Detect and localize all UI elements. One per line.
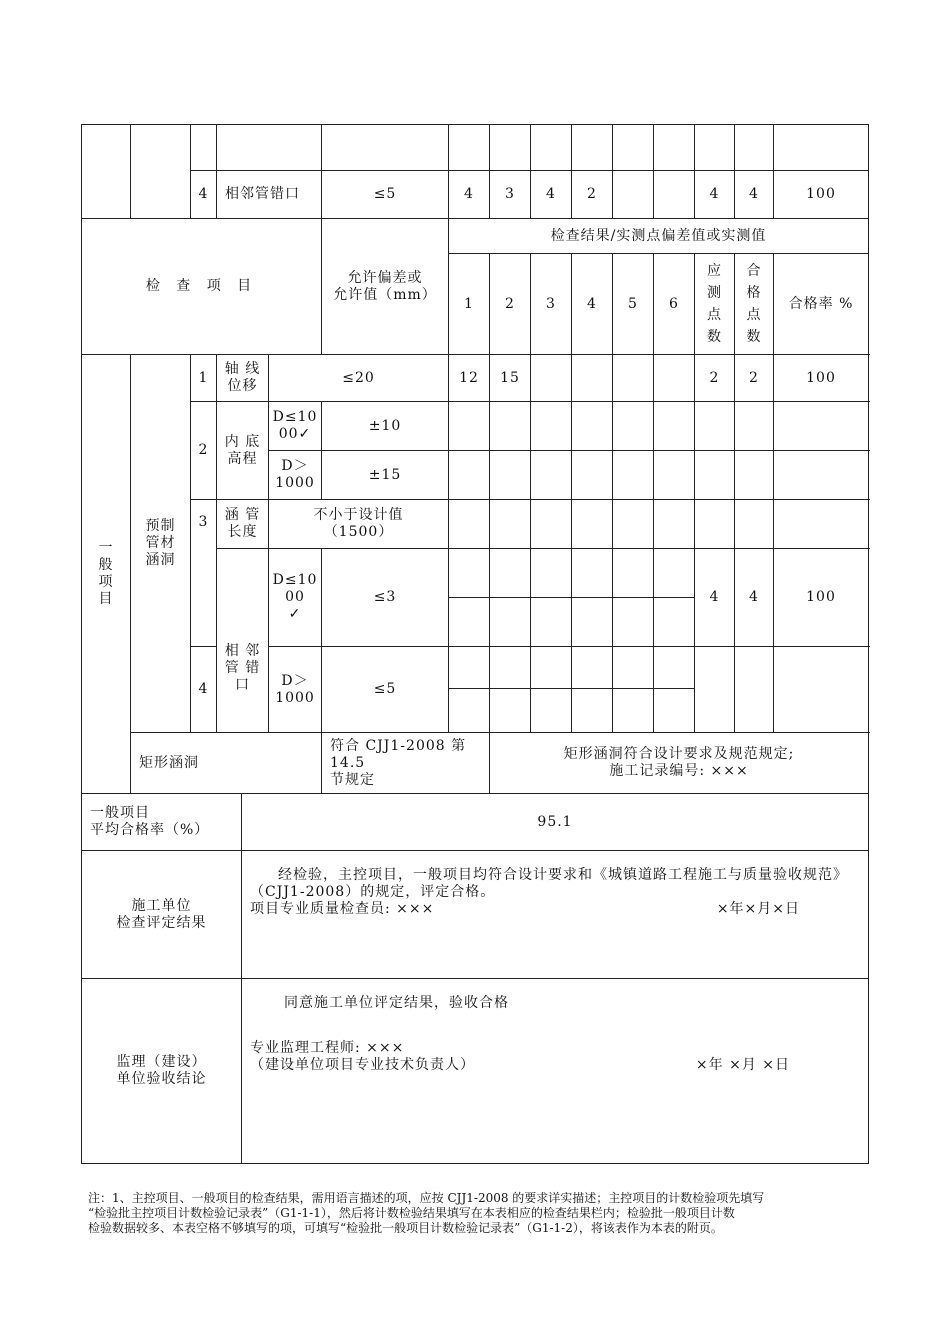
cell xyxy=(613,402,654,451)
supervision-date: ×年 ×月 ×日 xyxy=(695,1057,791,1073)
cell xyxy=(695,125,735,171)
cell xyxy=(572,402,613,451)
cell xyxy=(572,689,613,733)
row-inner-1 xyxy=(82,402,869,451)
cell xyxy=(449,125,490,171)
cell xyxy=(735,125,774,171)
row-construction xyxy=(82,851,869,979)
cell xyxy=(613,500,654,549)
cell xyxy=(613,355,654,402)
cell xyxy=(613,598,654,647)
construction-date: ×年×月×日 xyxy=(716,901,801,917)
diameter-condition: D＞ 1000 xyxy=(269,451,322,500)
cell xyxy=(490,125,531,171)
cell xyxy=(490,549,531,598)
row-average xyxy=(82,794,869,851)
cell xyxy=(449,689,490,733)
result-1: 4 xyxy=(449,171,490,219)
top-blank-row xyxy=(82,125,869,171)
cell xyxy=(531,451,572,500)
cell xyxy=(449,500,490,549)
cell xyxy=(735,500,774,549)
item-no: 2 xyxy=(191,402,217,500)
supervision-text: 同意施工单位评定结果，验收合格 xyxy=(284,995,509,1011)
cell xyxy=(449,549,490,598)
cell xyxy=(531,402,572,451)
cell xyxy=(774,402,869,451)
row-supervision xyxy=(82,979,869,1164)
item-name: 涵 管 长度 xyxy=(217,500,269,549)
cell xyxy=(490,689,531,733)
cell xyxy=(572,647,613,689)
cell xyxy=(531,689,572,733)
cell xyxy=(774,647,869,733)
cell xyxy=(531,355,572,402)
should-points: 2 xyxy=(695,355,735,402)
cell xyxy=(82,125,131,219)
cell xyxy=(613,647,654,689)
cell xyxy=(613,549,654,598)
cell xyxy=(695,402,735,451)
item-name: 矩形涵洞 xyxy=(131,733,322,794)
cell xyxy=(191,125,217,171)
construction-cell xyxy=(242,851,869,979)
item-name: 轴 线 位移 xyxy=(217,355,269,402)
cell xyxy=(531,500,572,549)
supervision-label: 监理（建设） 单位验收结论 xyxy=(82,979,242,1164)
construction-sign-row xyxy=(250,901,860,918)
cell xyxy=(695,647,735,733)
supervision-cell xyxy=(242,979,869,1164)
precast-label: 预制 管材 涵洞 xyxy=(131,355,191,733)
supervision-engineer: 专业监理工程师: ××× xyxy=(250,1040,405,1056)
item-no: 3 xyxy=(191,500,217,647)
pass-rate-header: 合格率 % xyxy=(774,254,869,355)
cell xyxy=(131,125,191,219)
footnote xyxy=(88,1191,868,1236)
result-1: 12 xyxy=(449,355,490,402)
row-rect xyxy=(82,733,869,794)
result-2: 3 xyxy=(490,171,531,219)
result-3: 4 xyxy=(531,171,572,219)
item-no: 4 xyxy=(191,647,217,733)
allow-value: ≤5 xyxy=(322,647,449,733)
should-points-header: 应 测 点 数 xyxy=(695,254,735,355)
cell xyxy=(449,402,490,451)
diameter-condition: D≤10 00 ✓ xyxy=(269,549,322,647)
supervision-owner: （建设单位项目专业技术负责人） xyxy=(250,1057,475,1073)
pass-points-header: 合 格 点 数 xyxy=(735,254,774,355)
item-no: 4 xyxy=(191,171,217,219)
result-4: 2 xyxy=(572,171,613,219)
item-name: 相邻管错口 xyxy=(217,171,322,219)
cell xyxy=(695,500,735,549)
should-points: 4 xyxy=(695,549,735,647)
cell xyxy=(613,451,654,500)
cell xyxy=(490,500,531,549)
cell xyxy=(654,355,695,402)
cell xyxy=(572,598,613,647)
col-3: 3 xyxy=(531,254,572,355)
average-value: 95.1 xyxy=(242,794,869,851)
cell xyxy=(531,598,572,647)
cell xyxy=(654,598,695,647)
pass-points: 4 xyxy=(735,549,774,647)
cell xyxy=(449,598,490,647)
cell xyxy=(572,451,613,500)
cell xyxy=(449,647,490,689)
cell xyxy=(735,647,774,733)
average-label: 一般项目 平均合格率（%） xyxy=(82,794,242,851)
result-6 xyxy=(654,171,695,219)
item-name: 相 邻 管 错 口 xyxy=(217,549,269,733)
pass-points: 2 xyxy=(735,355,774,402)
cell xyxy=(654,451,695,500)
footnote-line-3: 检验数据较多、本表空格不够填写的项，可填写“检验批一般项目计数检验记录表”（G1-1-2），将该表作为本表的附页。 xyxy=(88,1221,723,1235)
allow-value: ≤3 xyxy=(322,549,449,647)
cell xyxy=(490,451,531,500)
pass-points: 4 xyxy=(735,171,774,219)
row-length xyxy=(82,500,869,549)
should-points: 4 xyxy=(695,171,735,219)
cell xyxy=(449,451,490,500)
item-no: 1 xyxy=(191,355,217,402)
cell xyxy=(613,689,654,733)
col-5: 5 xyxy=(613,254,654,355)
col-6: 6 xyxy=(654,254,695,355)
footnote-line-2: “检验批主控项目计数检验记录表”（G1-1-1），然后将计数检验结果填写在本表相应的检查结果栏内；检验批一般项目计数 xyxy=(88,1206,735,1220)
allow-value: ±15 xyxy=(322,451,449,500)
results-header: 检查结果/实测点偏差值或实测值 xyxy=(449,219,869,254)
result-5 xyxy=(613,171,654,219)
cell xyxy=(654,402,695,451)
col-2: 2 xyxy=(490,254,531,355)
col-4: 4 xyxy=(572,254,613,355)
general-items-label: 一 般 项 目 xyxy=(82,355,131,794)
spacer xyxy=(250,1074,860,1144)
cell xyxy=(490,598,531,647)
allow-header: 允许偏差或 允许值（mm） xyxy=(322,219,449,355)
cell xyxy=(613,125,654,171)
cell xyxy=(572,500,613,549)
cell xyxy=(654,647,695,689)
construction-label: 施工单位 检查评定结果 xyxy=(82,851,242,979)
pass-rate: 100 xyxy=(774,171,869,219)
construction-text: 经检验，主控项目，一般项目均符合设计要求和《城镇道路工程施工与质量验收规范》（CJJ1-2008）的规定，评定合格。 xyxy=(250,867,848,900)
cell xyxy=(654,689,695,733)
cell xyxy=(572,355,613,402)
allow-value: 不小于设计值 （1500） xyxy=(269,500,449,549)
rect-result: 矩形涵洞符合设计要求及规范规定; 施工记录编号: ××× xyxy=(490,733,869,794)
cell xyxy=(654,549,695,598)
cell xyxy=(531,647,572,689)
cell xyxy=(774,500,869,549)
allow-value: 符合 CJJ1-2008 第 14.5 节规定 xyxy=(322,733,490,794)
col-1: 1 xyxy=(449,254,490,355)
cell xyxy=(774,125,869,171)
cell xyxy=(322,125,449,171)
top-row-offset xyxy=(82,171,869,219)
cell xyxy=(572,549,613,598)
construction-inspector: 项目专业质量检查员: ××× xyxy=(250,901,435,917)
supervision-sign-row xyxy=(250,1057,860,1074)
cell xyxy=(654,500,695,549)
item-name: 内 底 高程 xyxy=(217,402,269,500)
pass-rate: 100 xyxy=(774,549,869,647)
cell xyxy=(695,451,735,500)
row-offset-3 xyxy=(82,647,869,689)
header-row-1 xyxy=(82,219,869,254)
cell xyxy=(531,125,572,171)
cell xyxy=(531,549,572,598)
cell xyxy=(217,125,322,171)
cell xyxy=(572,125,613,171)
pass-rate: 100 xyxy=(774,355,869,402)
inspection-table xyxy=(81,124,869,1164)
cell xyxy=(735,402,774,451)
cell xyxy=(735,451,774,500)
row-axis xyxy=(82,355,869,402)
allow-value: ≤5 xyxy=(322,171,449,219)
allow-value: ±10 xyxy=(322,402,449,451)
diameter-condition: D＞ 1000 xyxy=(269,647,322,733)
footnote-line-1: 注：1、主控项目、一般项目的检查结果，需用语言描述的项，应按 CJJ1-2008 的要求详实描述；主控项目的计数检验项先填写 xyxy=(88,1191,765,1205)
allow-value: ≤20 xyxy=(269,355,449,402)
cell xyxy=(654,125,695,171)
check-item-header: 检 查 项 目 xyxy=(82,219,322,355)
result-2: 15 xyxy=(490,355,531,402)
diameter-condition: D≤10 00✓ xyxy=(269,402,322,451)
cell xyxy=(490,647,531,689)
cell xyxy=(490,402,531,451)
cell xyxy=(774,451,869,500)
